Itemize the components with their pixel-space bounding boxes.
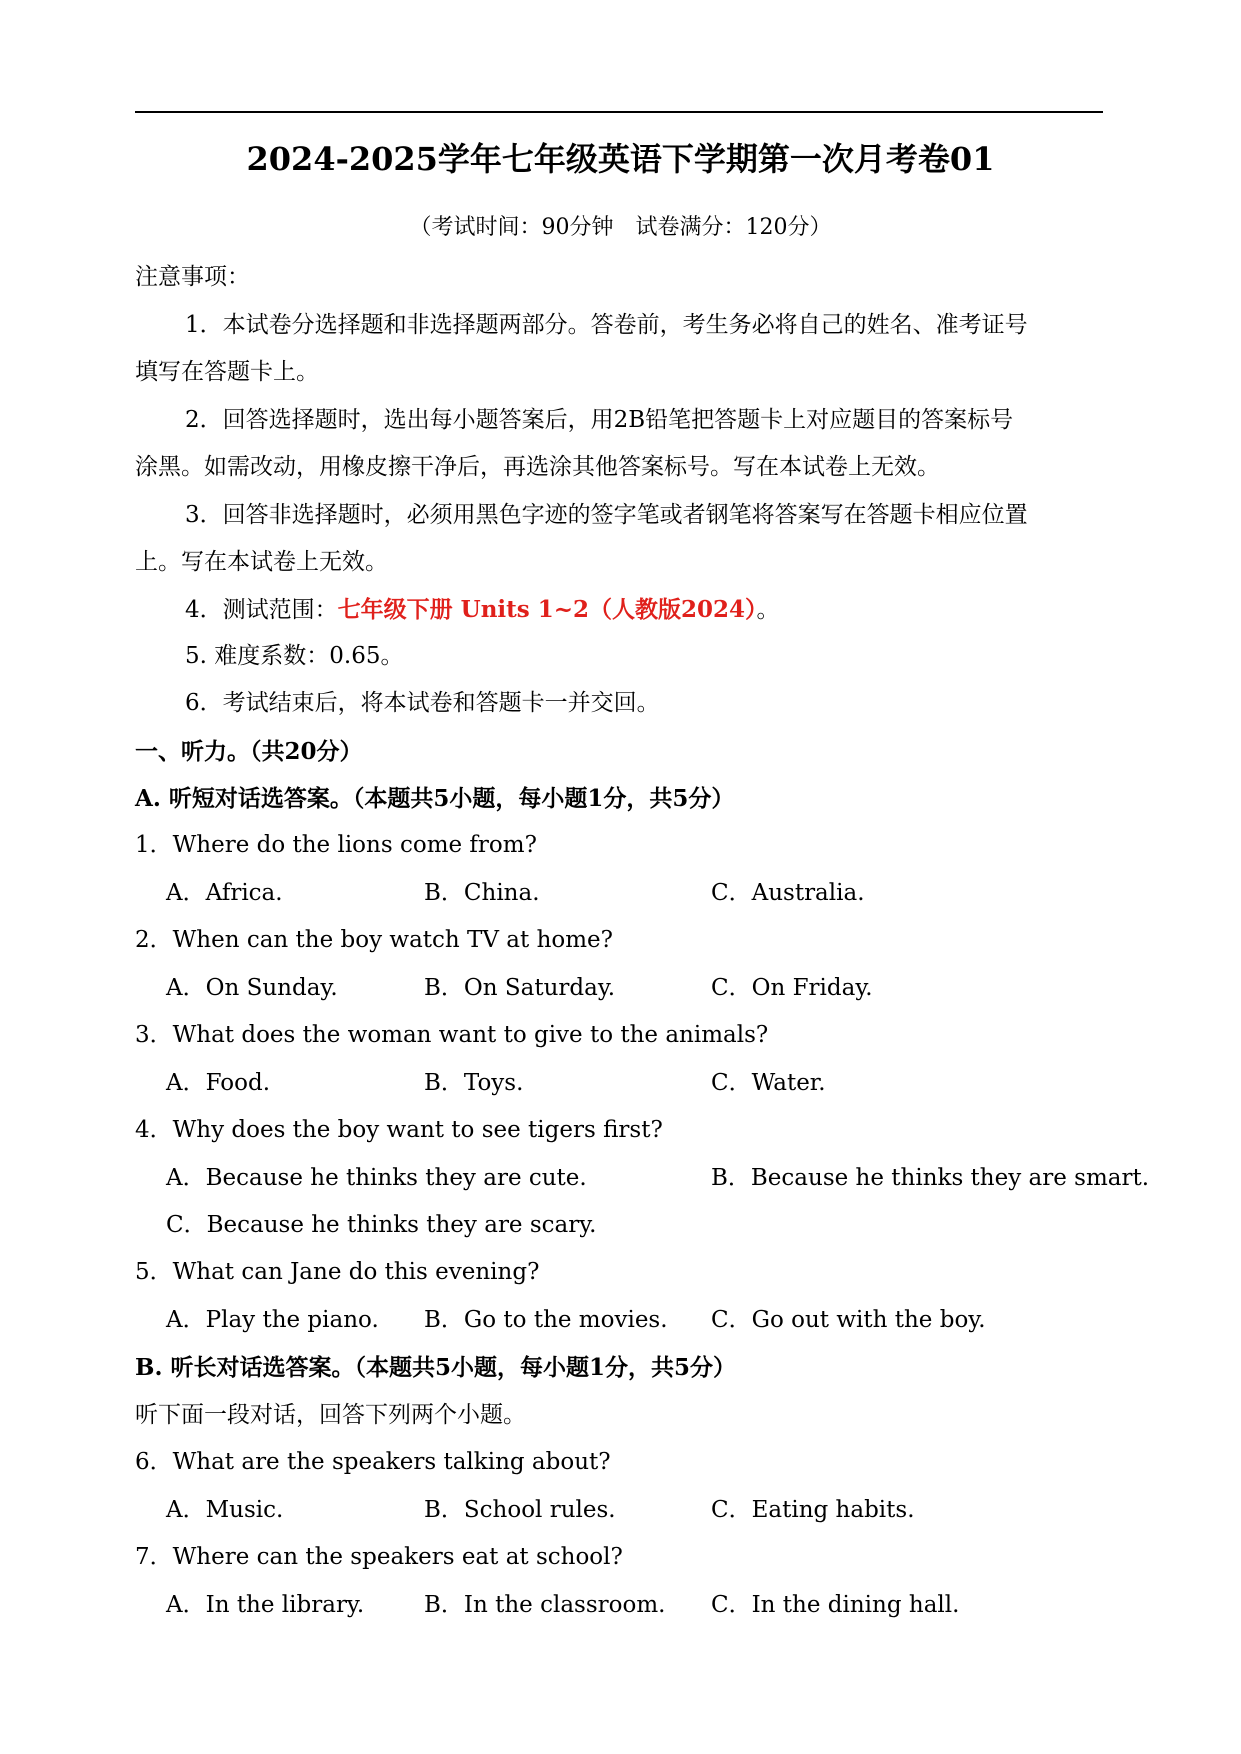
- question-6-option-a: A．Music.: [166, 1497, 284, 1523]
- question-2-stem: 2．When can the boy watch TV at home?: [135, 927, 613, 953]
- note-1-line-1: 1．本试卷分选择题和非选择题两部分。答卷前，考生务必将自己的姓名、准考证号: [185, 312, 1028, 338]
- question-6-stem: 6．What are the speakers talking about?: [135, 1449, 611, 1475]
- question-7-option-b: B．In the classroom.: [424, 1592, 666, 1618]
- test-scope-highlight: 七年级下册 Units 1~2（人教版2024）: [337, 596, 757, 623]
- note-2-line-1: 2．回答选择题时，选出每小题答案后，用2B铅笔把答题卡上对应题目的答案标号: [185, 407, 1014, 433]
- exam-info: （考试时间：90分钟 试卷满分：120分）: [409, 215, 832, 240]
- part-a-heading: A. 听短对话选答案。（本题共5小题，每小题1分，共5分）: [135, 785, 735, 812]
- question-1-option-a: A．Africa.: [166, 880, 283, 906]
- question-4-option-c: C．Because he thinks they are scary.: [166, 1212, 597, 1238]
- question-2-option-b: B．On Saturday.: [424, 975, 616, 1001]
- question-7-option-a: A．In the library.: [166, 1592, 365, 1618]
- question-3-option-a: A．Food.: [166, 1070, 271, 1096]
- question-3-option-b: B．Toys.: [424, 1070, 524, 1096]
- question-6-option-c: C．Eating habits.: [711, 1497, 915, 1523]
- question-5-option-a: A．Play the piano.: [166, 1307, 379, 1333]
- section-heading-listening: 一、听力。（共20分）: [135, 738, 363, 765]
- note-4-prefix: 4．测试范围：: [185, 597, 338, 623]
- part-b-intro: 听下面一段对话，回答下列两个小题。: [135, 1402, 526, 1428]
- question-7-option-c: C．In the dining hall.: [711, 1592, 960, 1618]
- note-3-line-1: 3．回答非选择题时，必须用黑色字迹的签字笔或者钢笔将答案写在答题卡相应位置: [185, 502, 1028, 528]
- note-4-suffix: 。: [756, 597, 780, 623]
- part-b-heading: B. 听长对话选答案。（本题共5小题，每小题1分，共5分）: [135, 1354, 736, 1381]
- question-2-option-a: A．On Sunday.: [166, 975, 338, 1001]
- question-3-stem: 3．What does the woman want to give to the animals?: [135, 1022, 769, 1048]
- question-1-option-c: C．Australia.: [711, 880, 865, 906]
- page-title: 2024-2025学年七年级英语下学期第一次月考卷01: [246, 140, 995, 178]
- note-6: 6．考试结束后，将本试卷和答题卡一并交回。: [185, 690, 660, 716]
- note-1-line-2: 填写在答题卡上。: [135, 359, 319, 385]
- question-2-option-c: C．On Friday.: [711, 975, 873, 1001]
- question-4-stem: 4．Why does the boy want to see tigers first?: [135, 1117, 663, 1143]
- note-2-line-2: 涂黑。如需改动，用橡皮擦干净后，再选涂其他答案标号。写在本试卷上无效。: [135, 454, 940, 480]
- question-4-option-a: A．Because he thinks they are cute.: [166, 1165, 587, 1191]
- note-3-line-2: 上。写在本试卷上无效。: [135, 549, 388, 575]
- note-5: 5. 难度系数：0.65。: [185, 643, 404, 669]
- note-4: [185, 598, 780, 622]
- notes-heading: 注意事项：: [135, 264, 250, 290]
- question-7-stem: 7．Where can the speakers eat at school?: [135, 1544, 623, 1570]
- header-rule: [135, 111, 1103, 113]
- question-4-option-b: B．Because he thinks they are smart.: [711, 1165, 1150, 1191]
- question-1-stem: 1．Where do the lions come from?: [135, 832, 537, 858]
- question-5-stem: 5．What can Jane do this evening?: [135, 1259, 540, 1285]
- question-1-option-b: B．China.: [424, 880, 540, 906]
- question-3-option-c: C．Water.: [711, 1070, 826, 1096]
- question-5-option-b: B．Go to the movies.: [424, 1307, 668, 1333]
- question-6-option-b: B．School rules.: [424, 1497, 616, 1523]
- question-5-option-c: C．Go out with the boy.: [711, 1307, 986, 1333]
